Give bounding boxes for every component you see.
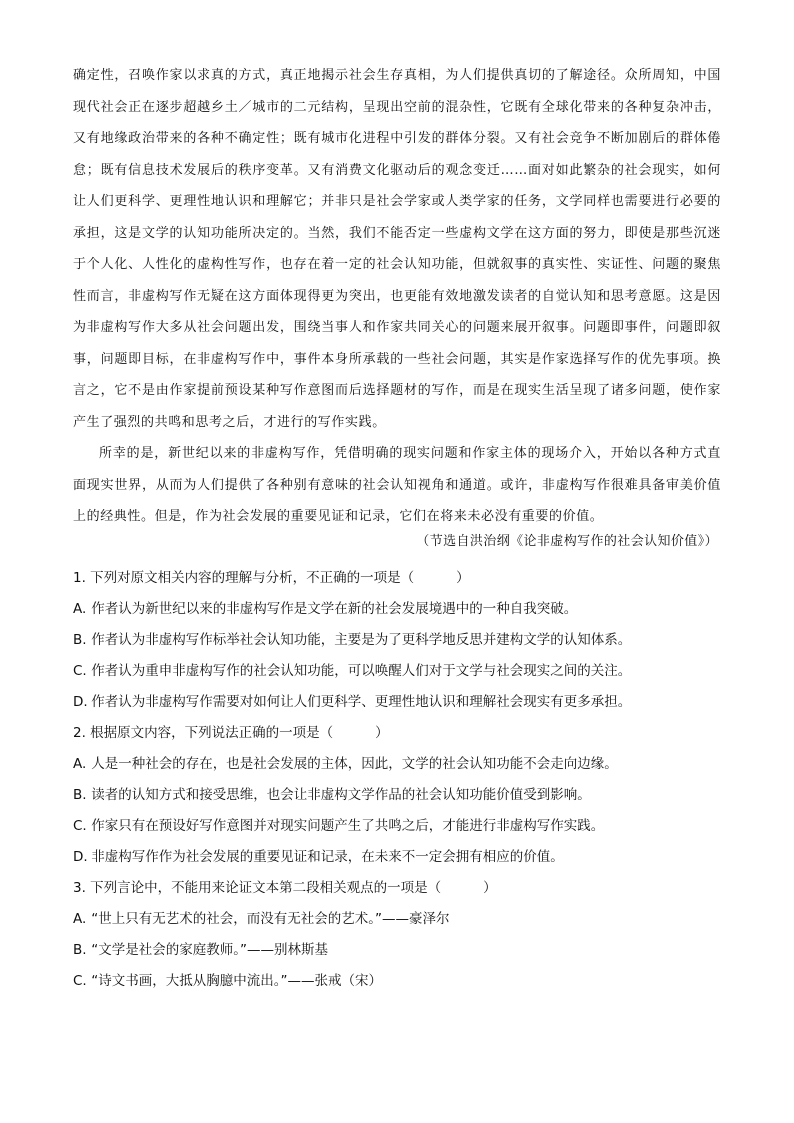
option-letter: A. xyxy=(73,911,87,927)
option-letter: B. xyxy=(73,787,87,803)
option-letter: A. xyxy=(73,601,87,617)
question-2-option-c xyxy=(73,811,721,842)
option-letter: C. xyxy=(73,818,87,834)
option-text: 作家只有在预设好写作意图并对现实问题产生了共鸣之后，才能进行非虚构写作实践。 xyxy=(91,818,605,834)
question-2-option-b xyxy=(73,780,721,811)
question-1-option-d xyxy=(73,687,721,718)
question-2-stem-text: 2. 根据原文内容，下列说法正确的一项是（ xyxy=(73,725,334,741)
question-3-option-c xyxy=(73,966,721,997)
question-1-stem xyxy=(73,563,721,594)
question-2-option-d xyxy=(73,842,721,873)
question-list xyxy=(73,563,721,997)
question-3-option-a xyxy=(73,904,721,935)
option-letter: C. xyxy=(73,973,87,989)
option-text: 作者认为新世纪以来的非虚构写作是文学在新的社会发展境遇中的一种自我突破。 xyxy=(91,601,578,617)
option-text: 作者认为重申非虚构写作的社会认知功能，可以唤醒人们对于文学与社会现实之间的关注。 xyxy=(91,663,632,679)
question-2 xyxy=(73,718,721,873)
option-text: “世上只有无艺术的社会，而没有无社会的艺术。”——豪泽尔 xyxy=(91,911,450,927)
passage-source-citation: （节选自洪治纲《论非虚构写作的社会认知价值》） xyxy=(416,534,718,549)
option-letter: A. xyxy=(73,756,87,772)
question-2-option-a xyxy=(73,749,721,780)
question-2-stem xyxy=(73,718,721,749)
question-3 xyxy=(73,873,721,997)
option-text: 作者认为非虚构写作标举社会认知功能，主要是为了更科学地反思并建构文学的认知体系。 xyxy=(91,632,632,648)
option-letter: B. xyxy=(73,942,87,958)
passage-paragraph-2: 所幸的是，新世纪以来的非虚构写作，凭借明确的现实问题和作家主体的现场介入，开始以各种方式直面现实世界，从而为人们提供了各种别有意味的社会认知视角和通道。或许，非虚构写作很难具备审美价值上的经典性。但是，作为社会发展的重要见证和记录，它们在将来未必没有重要的价值。 xyxy=(73,446,721,524)
question-1-option-b xyxy=(73,625,721,656)
question-1-stem-text: 1. 下列对原文相关内容的理解与分析，不正确的一项是（ xyxy=(73,570,415,586)
option-text: “诗文书画，大抵从胸臆中流出。”——张戒（宋） xyxy=(91,973,383,989)
question-1-stem-close: ） xyxy=(456,570,470,586)
question-3-stem-text: 3. 下列言论中，不能用来论证文本第二段相关观点的一项是（ xyxy=(73,880,442,896)
option-text: 人是一种社会的存在，也是社会发展的主体，因此，文学的社会认知功能不会走向边缘。 xyxy=(91,756,618,772)
question-1-option-c xyxy=(73,656,721,687)
passage-paragraph-1: 确定性，召唤作家以求真的方式，真正地揭示社会生存真相，为人们提供真切的了解途径。众所周知，中国现代社会正在逐步超越乡土／城市的二元结构，呈现出空前的混杂性，它既有全球化带来的各种复杂冲击，又有地缘政治带来的各种不确定性；既有城市化进程中引发的群体分裂。又有社会竞争不断加剧后的群体倦怠；既有信息技术发展后的秩序变革。又有消费文化驱动后的观念变迁……面对如此繁杂的社会现实，如何让人们更科学、更理性地认识和理解它；并非只是社会学家或人类学家的任务，文学同样也需要进行必要的承担，这是文学的认知功能所决定的。当然，我们不能否定一些虚构文学在这方面的努力，即使是那些沉迷于个人化、人性化的虚构性写作，也存在着一定的社会认知功能，但就叙事的真实性、实证性、问题的聚焦性而言，非虚构写作无疑在这方面体现得更为突出，也更能有效地激发读者的自觉认知和思考意愿。这是因为非虚构写作大多从社会问题出发，围绕当事人和作家共同关心的问题来展开叙事。问题即事件，问题即叙事，问题即目标，在非虚构写作中，事件本身所承载的一些社会问题，其实是作家选择写作的优先事项。换言之，它不是由作家提前预设某种写作意图而后选择题材的写作，而是在现实生活呈现了诸多问题，使作家产生了强烈的共鸣和思考之后，才进行的写作实践。 xyxy=(73,68,721,430)
question-1-option-a xyxy=(73,594,721,625)
question-3-stem-close: ） xyxy=(483,880,497,896)
option-letter: C. xyxy=(73,663,87,679)
question-3-option-b xyxy=(73,935,721,966)
option-text: 非虚构写作作为社会发展的重要见证和记录，在未来不一定会拥有相应的价值。 xyxy=(91,849,564,865)
option-text: 读者的认知方式和接受思维，也会让非虚构文学作品的社会认知功能价值受到影响。 xyxy=(91,787,591,803)
question-3-stem xyxy=(73,873,721,904)
reading-passage xyxy=(73,60,721,533)
question-2-stem-close: ） xyxy=(375,725,389,741)
question-1 xyxy=(73,563,721,718)
option-text: 作者认为非虚构写作需要对如何让人们更科学、更理性地认识和理解社会现实有更多承担。 xyxy=(91,694,632,710)
option-letter: D. xyxy=(73,694,88,710)
option-letter: D. xyxy=(73,849,88,865)
option-text: “文学是社会的家庭教师。”——别林斯基 xyxy=(91,942,329,958)
option-letter: B. xyxy=(73,632,87,648)
